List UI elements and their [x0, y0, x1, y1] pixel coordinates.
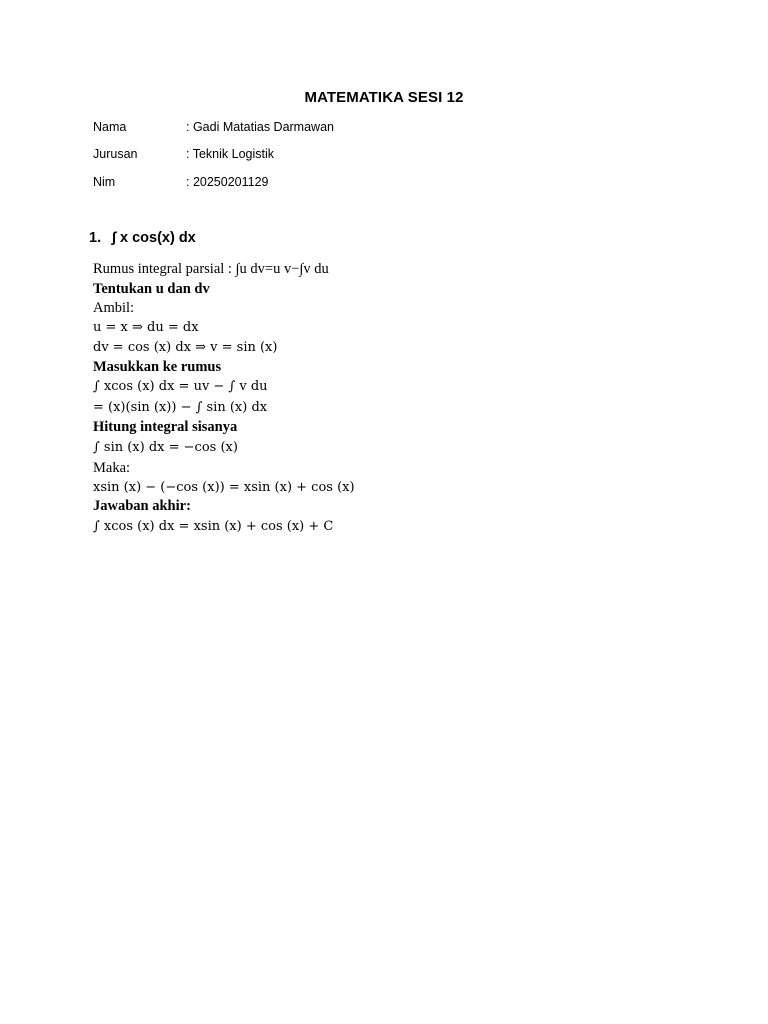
info-row-nim	[93, 175, 269, 189]
step3-heading: Hitung integral sisanya	[93, 419, 238, 435]
equation-result: xsin (x) − (−cos (x)) = xsin (x) + cos (x)	[93, 480, 355, 495]
info-value-nim: : 20250201129	[186, 175, 269, 189]
equation-integral-sin: ∫ sin (x) dx = −cos (x)	[93, 440, 238, 455]
equation-substitute: ∫ xcos (x) dx = uv − ∫ v du	[93, 379, 268, 394]
info-value-nama: : Gadi Matatias Darmawan	[186, 120, 334, 134]
question-number: 1.	[89, 230, 102, 246]
equation-final-answer: ∫ xcos (x) dx = xsin (x) + cos (x) + C	[93, 519, 334, 534]
info-row-nama	[93, 120, 334, 134]
info-label-nim: Nim	[93, 175, 116, 189]
info-label-nama: Nama	[93, 120, 127, 134]
info-label-jurusan: Jurusan	[93, 147, 138, 161]
ambil-label: Ambil:	[93, 300, 135, 316]
formula-line: Rumus integral parsial : ∫u dv=u v−∫v du	[93, 261, 329, 277]
step2-heading: Masukkan ke rumus	[93, 359, 222, 375]
step1-heading: Tentukan u dan dv	[93, 281, 210, 297]
maka-label: Maka:	[93, 460, 131, 476]
question-text: ∫ x cos(x) dx	[112, 230, 196, 246]
equation-u: u = x ⇒ du = dx	[93, 320, 199, 335]
info-row-jurusan	[93, 147, 274, 161]
equation-dv: dv = cos (x) dx ⇒ v = sin (x)	[93, 340, 278, 355]
equation-substitute-2: = (x)(sin (x)) − ∫ sin (x) dx	[93, 400, 268, 415]
info-value-jurusan: : Teknik Logistik	[186, 147, 275, 161]
final-heading: Jawaban akhir:	[93, 498, 191, 514]
document-title: MATEMATIKA SESI 12	[304, 89, 464, 106]
question-heading	[89, 230, 196, 246]
